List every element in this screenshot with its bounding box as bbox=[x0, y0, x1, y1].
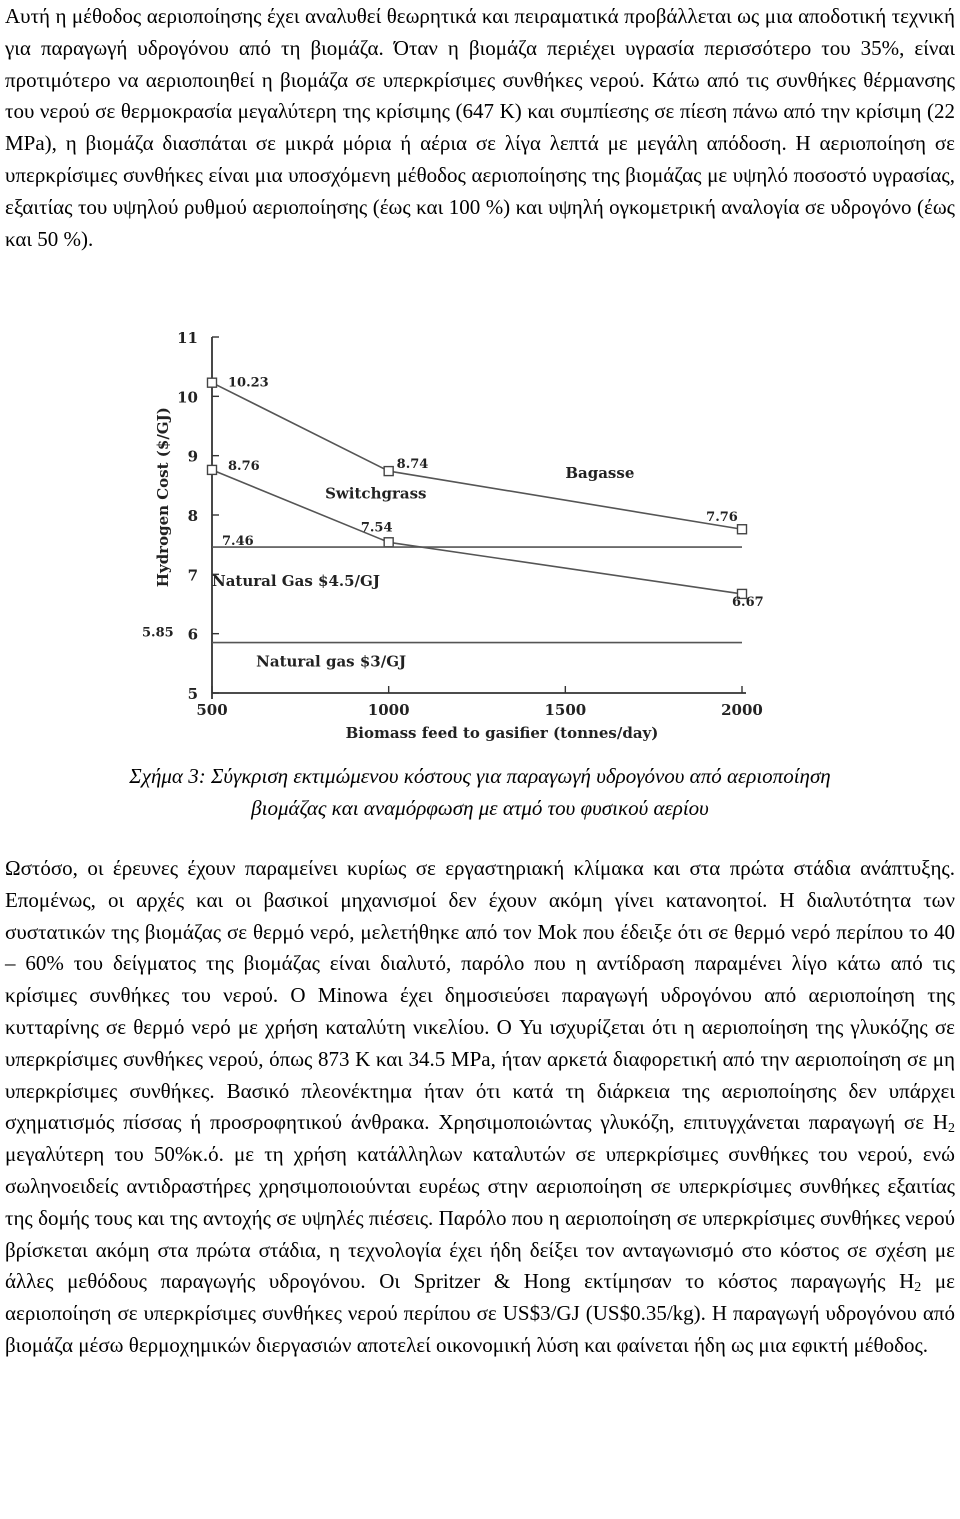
data-label: 7.46 bbox=[222, 534, 254, 550]
series-name-label: Natural gas $3/GJ bbox=[256, 652, 407, 671]
y-axis-title: Hydrogen Cost ($/GJ) bbox=[154, 407, 172, 588]
data-label: 7.54 bbox=[360, 520, 393, 536]
x-tick-label: 500 bbox=[196, 701, 228, 719]
y-tick-label: 7 bbox=[187, 566, 198, 585]
series-name-label: Natural Gas $4.5/GJ bbox=[212, 572, 380, 591]
series-name-label: Bagasse bbox=[565, 464, 635, 483]
paragraph-research-text-1: Ωστόσο, οι έρευνες έχουν παραμείνει κυρίως σε εργαστηριακή κλίμακα και στα πρώτα στάδια ανάπτυξης. Επομένως, οι αρχές και οι βασικοί μηχανισμοί δεν έχουν ακόμη γίνει κατανοητοί. Η διαλυτότητα των συστατικών της βιομάζας σε θερμό νερό, μελετήθηκε από τον Mok που έδειξε ότι σε θερμό νερό περίπου το 40 – 60% του δείγματος της βιομάζας είναι διαλυτό, παρόλο που η αντίδραση παραμένει λίγο κάτω από τις κρίσιμες συνθήκες του νερού. Ο Minowa έχει δημοσιεύσει παραγωγή υδρογόνου από αεριοποίηση της κυτταρίνης σε θερμό νερό με χρήση καταλύτη νικελίου. Ο Yu ισχυρίζεται ότι η αεριοποίηση της γλυκόζης σε υπερκρίσιμες συνθήκες νερού, όπως 873 K και 34.5 MPa, ήταν αρκετά διαφορετική από την αεριοποίηση σε μη υπερκρίσιμες συνθήκες. Βασικό πλεονέκτημα ήταν ότι κατά τη διάρκεια της αεριοποίησης δεν υπάρχει σχηματισμός πίσσας ή προσροφητικού άνθρακα. Χρησιμοποιώντας γλυκόζη, επιτυγχάνεται παραγωγή σε H bbox=[5, 856, 955, 1135]
y-tick-label: 8 bbox=[187, 507, 198, 525]
data-point-marker bbox=[384, 467, 393, 476]
data-label: 8.76 bbox=[228, 458, 260, 474]
y-tick-label: 6 bbox=[187, 625, 198, 644]
subscript-2: 2 bbox=[914, 1280, 922, 1296]
paragraph-intro: Αυτή η μέθοδος αεριοποίησης έχει αναλυθεί θεωρητικά και πειραματικά προβάλλεται ως μια αποδοτική τεχνική για παραγωγή υδρογόνου από τη βιομάζα. Όταν η βιομάζα περιέχει υγρασία περισσότερο του 35%, είναι προτιμότερο να αεριοποιηθεί η βιομάζα σε υπερκρίσιμες συνθήκες νερού. Κάτω από τις συνθήκες θέρμανσης του νερού σε θερμοκρασία μεγαλύτερη της κρίσιμης (647 K) και συμπίεσης σε πίεση πάνω από την κρίσιμη (22 MPa), η βιομάζα διασπάται σε μικρά μόρια ή αέρια σε λίγα λεπτά με μεγάλη απόδοση. Η αεριοποίηση σε υπερκρίσιμες συνθήκες είναι μια υποσχόμενη μέθοδος αεριοποίησης της βιομάζας με υψηλό ποσοστό υγρασίας, εξαιτίας του υψηλού ρυθμού αεριοποίησης (έως και 100 %) και υψηλή ογκομετρική αναλογία σε υδρογόνο (έως και 50 %). bbox=[5, 4, 955, 251]
x-tick-label: 1500 bbox=[544, 701, 587, 719]
data-point-marker bbox=[384, 538, 393, 547]
y-tick-label: 9 bbox=[187, 447, 198, 466]
data-point-marker bbox=[738, 525, 747, 534]
figure-caption-line-1: Σχήμα 3: Σύγκριση εκτιμώμενου κόστους για παραγωγή υδρογόνου από αεριοποίηση bbox=[129, 764, 831, 788]
x-tick-label: 1000 bbox=[367, 701, 410, 719]
series-line bbox=[212, 383, 742, 530]
data-point-marker bbox=[208, 378, 217, 387]
x-tick-label: 2000 bbox=[721, 701, 763, 719]
data-point-marker bbox=[208, 465, 217, 474]
y-tick-label: 10 bbox=[177, 388, 198, 407]
data-label: 10.23 bbox=[228, 375, 269, 391]
data-label: 6.67 bbox=[732, 594, 764, 610]
x-axis-title: Biomass feed to gasifier (tonnes/day) bbox=[345, 724, 659, 742]
series-name-label: Switchgrass bbox=[325, 484, 427, 503]
data-label: 7.76 bbox=[706, 510, 738, 526]
hydrogen-cost-figure bbox=[142, 325, 810, 755]
paragraph-research-text-2: μεγαλύτερη του 50%κ.ό. με τη χρήση κατάλληλων καταλυτών σε υπερκρίσιμες συνθήκες του νερού, ενώ σωληνοειδείς αντιδραστήρες χρησιμοποιούνται ευρέως στην αεριοποίηση σε υπερκρίσιμες συνθήκες εξαιτίας της δομής τους και της αντοχής σε υψηλές πιέσεις. Παρόλο που η αεριοποίηση σε υπερκρίσιμες συνθήκες νερού βρίσκεται ακόμη στα πρώτα στάδια, η τεχνολογία έχει ήδη δείξει τον ανταγωνισμό στο κόστος σε σχέση με άλλες μεθόδους παραγωγής υδρογόνου. Οι Spritzer & Hong εκτίμησαν το κόστος παραγωγής H bbox=[5, 1142, 955, 1294]
figure-caption-line-2: βιομάζας και αναμόρφωση με ατμό του φυσικού αερίου bbox=[251, 796, 709, 820]
subscript-2: 2 bbox=[948, 1121, 955, 1137]
data-label: 5.85 bbox=[142, 625, 174, 641]
paragraph-research bbox=[5, 853, 955, 1362]
hydrogen-cost-chart bbox=[142, 325, 810, 755]
paragraph-research-text-3: με αεριοποίηση σε υπερκρίσιμες συνθήκες νερού περίπου σε US$3/GJ (US$0.35/kg). Η παραγωγή υδρογόνου από βιομάζα μέσω θερμοχημικών διεργασιών αποτελεί οικονομική λύση και φαίνεται ήδη ως μια εφικτή μέθοδος. bbox=[5, 1269, 955, 1357]
y-tick-label: 5 bbox=[187, 685, 198, 703]
data-label: 8.74 bbox=[396, 457, 429, 473]
y-tick-label: 11 bbox=[177, 329, 198, 347]
